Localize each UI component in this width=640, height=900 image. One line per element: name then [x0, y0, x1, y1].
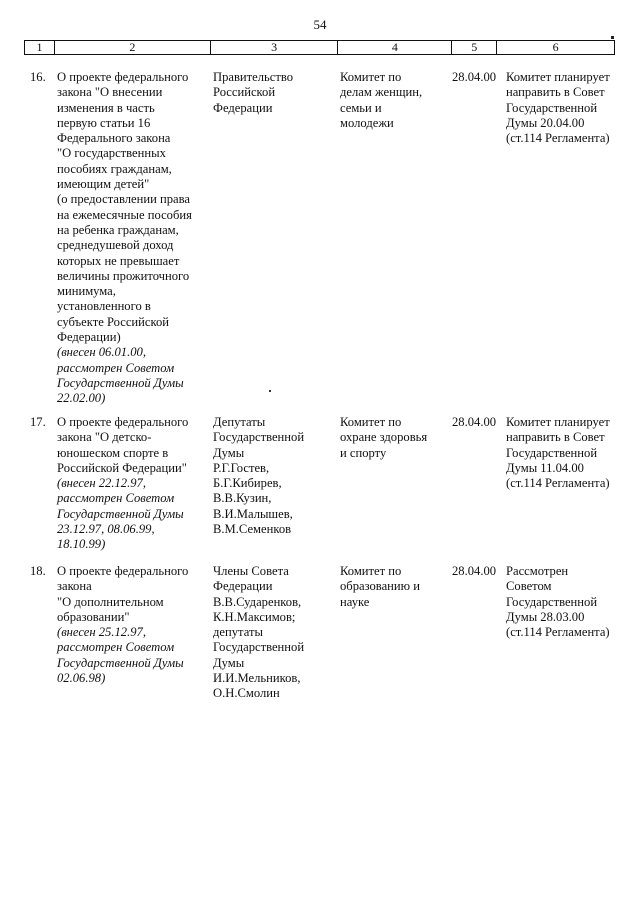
- text-line: субъекте Российской: [57, 314, 170, 329]
- text-line: Государственной: [506, 445, 598, 460]
- row-number: 18.: [30, 564, 46, 578]
- text-line: Российской Федерации": [57, 460, 187, 475]
- text-line: Российской: [213, 85, 276, 100]
- text-line: Федерации: [213, 100, 273, 115]
- text-line: О.Н.Смолин: [213, 686, 280, 701]
- bill-date: 28.04.00: [452, 70, 497, 84]
- text-line: направить в Совет: [506, 430, 605, 445]
- text-line: закона "О внесении: [57, 85, 163, 100]
- text-line: Р.Г.Гостев,: [213, 460, 270, 475]
- bill-status: [506, 415, 630, 491]
- text-line: (внесен 25.12.97,: [57, 625, 146, 640]
- bill-note: [57, 345, 205, 406]
- bill-initiator: [213, 564, 333, 702]
- text-line: охране здоровья: [340, 430, 428, 445]
- text-line: установленного в: [57, 299, 151, 314]
- text-line: Думы 20.04.00: [506, 115, 585, 130]
- text-line: среднедушевой доход: [57, 238, 174, 253]
- text-line: Комитет планирует: [506, 415, 610, 429]
- column-header-4: 4: [337, 41, 451, 54]
- text-line: Думы: [213, 445, 245, 460]
- bill-initiator: [213, 415, 333, 537]
- bill-title: [57, 70, 205, 407]
- text-line: (ст.114 Регламента): [506, 476, 610, 491]
- text-line: на ребенка гражданам,: [57, 222, 179, 237]
- text-line: Государственной: [506, 594, 598, 609]
- scan-speck: [269, 390, 271, 392]
- text-line: изменения в часть: [57, 100, 155, 115]
- text-line: В.В.Судаpенков,: [213, 594, 302, 609]
- text-line: Рассмотрен: [506, 564, 569, 578]
- title-lines: [57, 415, 205, 476]
- text-line: науке: [340, 594, 370, 609]
- text-line: 02.06.98): [57, 671, 106, 686]
- text-line: первую статьи 16: [57, 115, 151, 130]
- text-line: 18.10.99): [57, 537, 106, 552]
- text-line: "О государственных: [57, 146, 166, 161]
- text-line: Комитет по: [340, 70, 402, 84]
- bill-date: 28.04.00: [452, 564, 497, 578]
- column-header-1: 1: [24, 41, 54, 54]
- column-header-6: 6: [496, 41, 614, 54]
- text-line: молодежи: [340, 115, 394, 130]
- text-line: Федерации): [57, 330, 121, 345]
- title-lines: [57, 564, 205, 625]
- text-line: депутаты: [213, 625, 263, 640]
- text-line: Государственной: [213, 430, 305, 445]
- text-line: Члены Совета: [213, 564, 289, 578]
- column-header-2: 2: [54, 41, 210, 54]
- text-line: Депутаты: [213, 415, 266, 429]
- text-line: рассмотрен Советом: [57, 360, 175, 375]
- text-line: Комитет по: [340, 415, 402, 429]
- text-line: Государственной Думы: [57, 375, 184, 390]
- text-line: И.И.Мельников,: [213, 671, 301, 686]
- bill-initiator: [213, 70, 333, 116]
- text-line: В.В.Кузин,: [213, 491, 272, 506]
- text-line: (ст.114 Регламента): [506, 131, 610, 146]
- text-line: на ежемесячные пособия: [57, 207, 192, 222]
- text-line: (ст.114 Регламента): [506, 625, 610, 640]
- text-line: Федерации: [213, 579, 273, 594]
- text-line: закона: [57, 579, 92, 594]
- text-line: В.М.Семенков: [213, 522, 292, 537]
- text-line: Думы 28.03.00: [506, 609, 585, 624]
- text-line: образовании": [57, 609, 130, 624]
- responsible-committee: [340, 70, 446, 131]
- column-header-row: [24, 40, 615, 55]
- text-line: Комитет по: [340, 564, 402, 578]
- text-line: Комитет планирует: [506, 70, 610, 84]
- bill-status: [506, 70, 630, 146]
- text-line: Государственной Думы: [57, 506, 184, 521]
- bill-date: 28.04.00: [452, 415, 497, 429]
- text-line: Государственной: [506, 100, 598, 115]
- text-line: Правительство: [213, 70, 294, 84]
- text-line: Государственной: [213, 640, 305, 655]
- row-number: 17.: [30, 415, 46, 429]
- text-line: 23.12.97, 08.06.99,: [57, 522, 155, 537]
- title-lines: [57, 70, 205, 345]
- bill-title: [57, 564, 205, 686]
- row-number: 16.: [30, 70, 46, 84]
- column-header-5: 5: [451, 41, 496, 54]
- text-line: имеющим детей": [57, 177, 150, 192]
- text-line: (внесен 06.01.00,: [57, 345, 146, 360]
- text-line: пособиях гражданам,: [57, 161, 172, 176]
- text-line: и спорту: [340, 445, 387, 460]
- text-line: Федерального закона: [57, 131, 171, 146]
- text-line: делам женщин,: [340, 85, 423, 100]
- bill-title: [57, 415, 205, 553]
- text-line: Б.Г.Кибирев,: [213, 476, 282, 491]
- text-line: которых не превышает: [57, 253, 180, 268]
- responsible-committee: [340, 415, 446, 461]
- text-line: Думы 11.04.00: [506, 460, 584, 475]
- text-line: Советом: [506, 579, 552, 594]
- text-line: О проекте федерального: [57, 415, 189, 429]
- text-line: семьи и: [340, 100, 382, 115]
- page-number: 54: [313, 17, 327, 32]
- bill-status: [506, 564, 630, 640]
- text-line: направить в Совет: [506, 85, 605, 100]
- bill-note: [57, 625, 205, 686]
- text-line: (внесен 22.12.97,: [57, 476, 146, 491]
- text-line: юношеском спорте в: [57, 445, 169, 460]
- text-line: Думы: [213, 655, 245, 670]
- column-header-3: 3: [210, 41, 338, 54]
- corner-mark: [611, 36, 614, 39]
- text-line: 22.02.00): [57, 391, 106, 406]
- text-line: рассмотрен Советом: [57, 640, 175, 655]
- text-line: образованию и: [340, 579, 420, 594]
- bill-note: [57, 476, 205, 552]
- responsible-committee: [340, 564, 446, 610]
- text-line: величины прожиточного: [57, 268, 190, 283]
- text-line: О проекте федерального: [57, 70, 189, 84]
- text-line: К.Н.Максимов;: [213, 609, 296, 624]
- text-line: "О дополнительном: [57, 594, 164, 609]
- text-line: О проекте федерального: [57, 564, 189, 578]
- text-line: рассмотрен Советом: [57, 491, 175, 506]
- text-line: В.И.Малышев,: [213, 506, 293, 521]
- text-line: (о предоставлении права: [57, 192, 190, 207]
- text-line: Государственной Думы: [57, 655, 184, 670]
- text-line: минимума,: [57, 284, 116, 299]
- text-line: закона "О детско-: [57, 430, 152, 445]
